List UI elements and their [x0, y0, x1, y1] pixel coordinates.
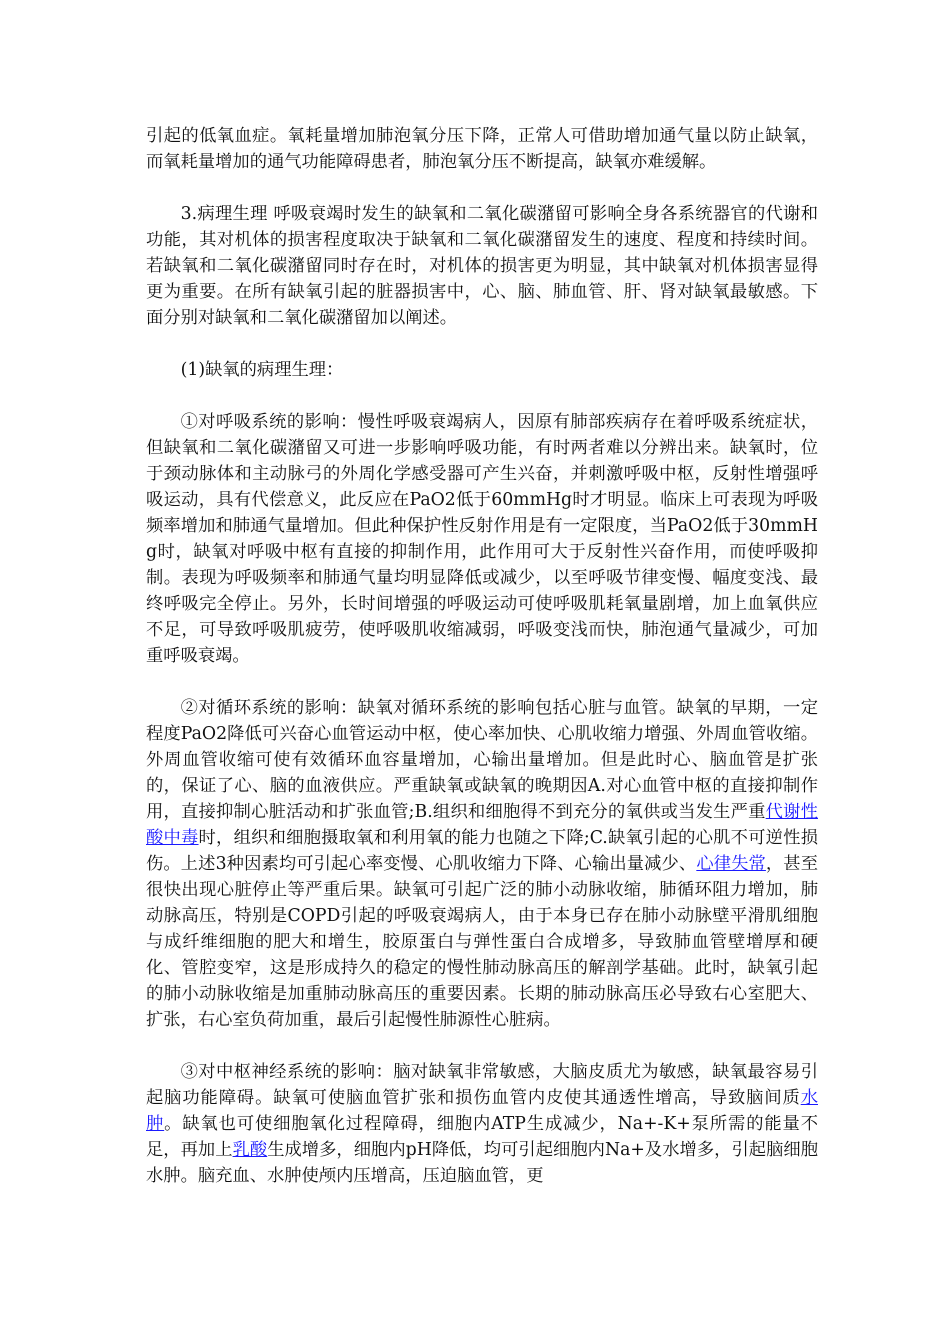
- paragraph-text: ，甚至很快出现心脏停止等严重后果。缺氧可引起广泛的肺小动脉收缩，肺循环阻力增加，肺动脉高压，特别是COPD引起的呼吸衰竭病人，由于本身已存在肺小动脉壁平滑肌细胞与成纤维细胞的肥大和增生，胶原蛋白与弹性蛋白合成增多，导致肺血管壁增厚和硬化、管腔变窄，这是形成持久的稳定的慢性肺动脉高压的解剖学基础。此时，缺氧引起的肺小动脉收缩是加重肺动脉高压的重要因素。长期的肺动脉高压必导致右心室肥大、扩张，右心室负荷加重，最后引起慢性肺源性心脏病。: [146, 854, 818, 1030]
- paragraph-respiratory-effects: [146, 409, 818, 669]
- paragraph-text: ③对中枢神经系统的影响：脑对缺氧非常敏感，大脑皮质尤为敏感，缺氧最容易引起脑功能障碍。缺氧可使脑血管扩张和损伤血管内皮使其通透性增高，导致脑间质: [146, 1062, 818, 1108]
- paragraph-text: 引起的低氧血症。氧耗量增加肺泡氧分压下降，正常人可借助增加通气量以防止缺氧，而氧耗量增加的通气功能障碍患者，肺泡氧分压不断提高，缺氧亦难缓解。: [146, 126, 818, 172]
- paragraph-cns-effects: [146, 1059, 818, 1189]
- link-metabolic-acidosis[interactable]: 代谢性酸中毒: [146, 802, 818, 848]
- link-arrhythmia[interactable]: 心律失常: [696, 854, 766, 874]
- paragraph-text: 生成增多，细胞内pH降低，均可引起细胞内Na+及水增多，引起脑细胞水肿。脑充血、水肿使颅内压增高，压迫脑血管，更: [146, 1140, 818, 1186]
- paragraph-text: ①对呼吸系统的影响：慢性呼吸衰竭病人，因原有肺部疾病存在着呼吸系统症状，但缺氧和二氧化碳潴留又可进一步影响呼吸功能，有时两者难以分辨出来。缺氧时，位于颈动脉体和主动脉弓的外周化学感受器可产生兴奋，并刺激呼吸中枢，反射性增强呼吸运动，具有代偿意义，此反应在PaO2低于60mmHg时才明显。临床上可表现为呼吸频率增加和肺通气量增加。但此种保护性反射作用是有一定限度，当PaO2低于30mmHg时，缺氧对呼吸中枢有直接的抑制作用，此作用可大于反射性兴奋作用，而使呼吸抑制。表现为呼吸频率和肺通气量均明显降低或减少，以至呼吸节律变慢、幅度变浅、最终呼吸完全停止。另外，长时间增强的呼吸运动可使呼吸肌耗氧量剧增，加上血氧供应不足，可导致呼吸肌疲劳，使呼吸肌收缩减弱，呼吸变浅而快，肺泡通气量减少，可加重呼吸衰竭。: [146, 412, 818, 666]
- heading-text: (1)缺氧的病理生理：: [180, 360, 344, 380]
- section-heading-hypoxia: [146, 357, 818, 383]
- paragraph-hypoxemia-cause: [146, 123, 818, 175]
- paragraph-text: ②对循环系统的影响：缺氧对循环系统的影响包括心脏与血管。缺氧的早期，一定程度PaO2降低可兴奋心血管运动中枢，使心率加快、心肌收缩力增强、外周血管收缩。外周血管收缩可使有效循环血容量增加，心输出量增加。但是此时心、脑血管是扩张的，保证了心、脑的血液供应。严重缺氧或缺氧的晚期因A.对心血管中枢的直接抑制作用，直接抑制心脏活动和扩张血管;B.组织和细胞得不到充分的氧供或当发生严重: [146, 698, 818, 822]
- paragraph-text: 时，组织和细胞摄取氧和利用氧的能力也随之下降;C.缺氧引起的心肌不可逆性损伤。上述3种因素均可引起心率变慢、心肌收缩力下降、心输出量减少、: [146, 828, 818, 874]
- paragraph-text: 。缺氧也可使细胞氧化过程障碍，细胞内ATP生成减少，Na+-K+泵所需的能量不足，再加上: [146, 1114, 818, 1160]
- link-lactic-acid[interactable]: 乳酸: [232, 1140, 268, 1160]
- paragraph-pathophysiology: [146, 201, 818, 331]
- link-edema[interactable]: 水肿: [146, 1088, 818, 1134]
- document-page: [146, 123, 818, 1215]
- paragraph-circulatory-effects: [146, 695, 818, 1033]
- paragraph-text: 3.病理生理 呼吸衰竭时发生的缺氧和二氧化碳潴留可影响全身各系统器官的代谢和功能，其对机体的损害程度取决于缺氧和二氧化碳潴留发生的速度、程度和持续时间。若缺氧和二氧化碳潴留同时存在时，对机体的损害更为明显，其中缺氧对机体损害显得更为重要。在所有缺氧引起的脏器损害中，心、脑、肺血管、肝、肾对缺氧最敏感。下面分别对缺氧和二氧化碳潴留加以阐述。: [146, 204, 818, 328]
